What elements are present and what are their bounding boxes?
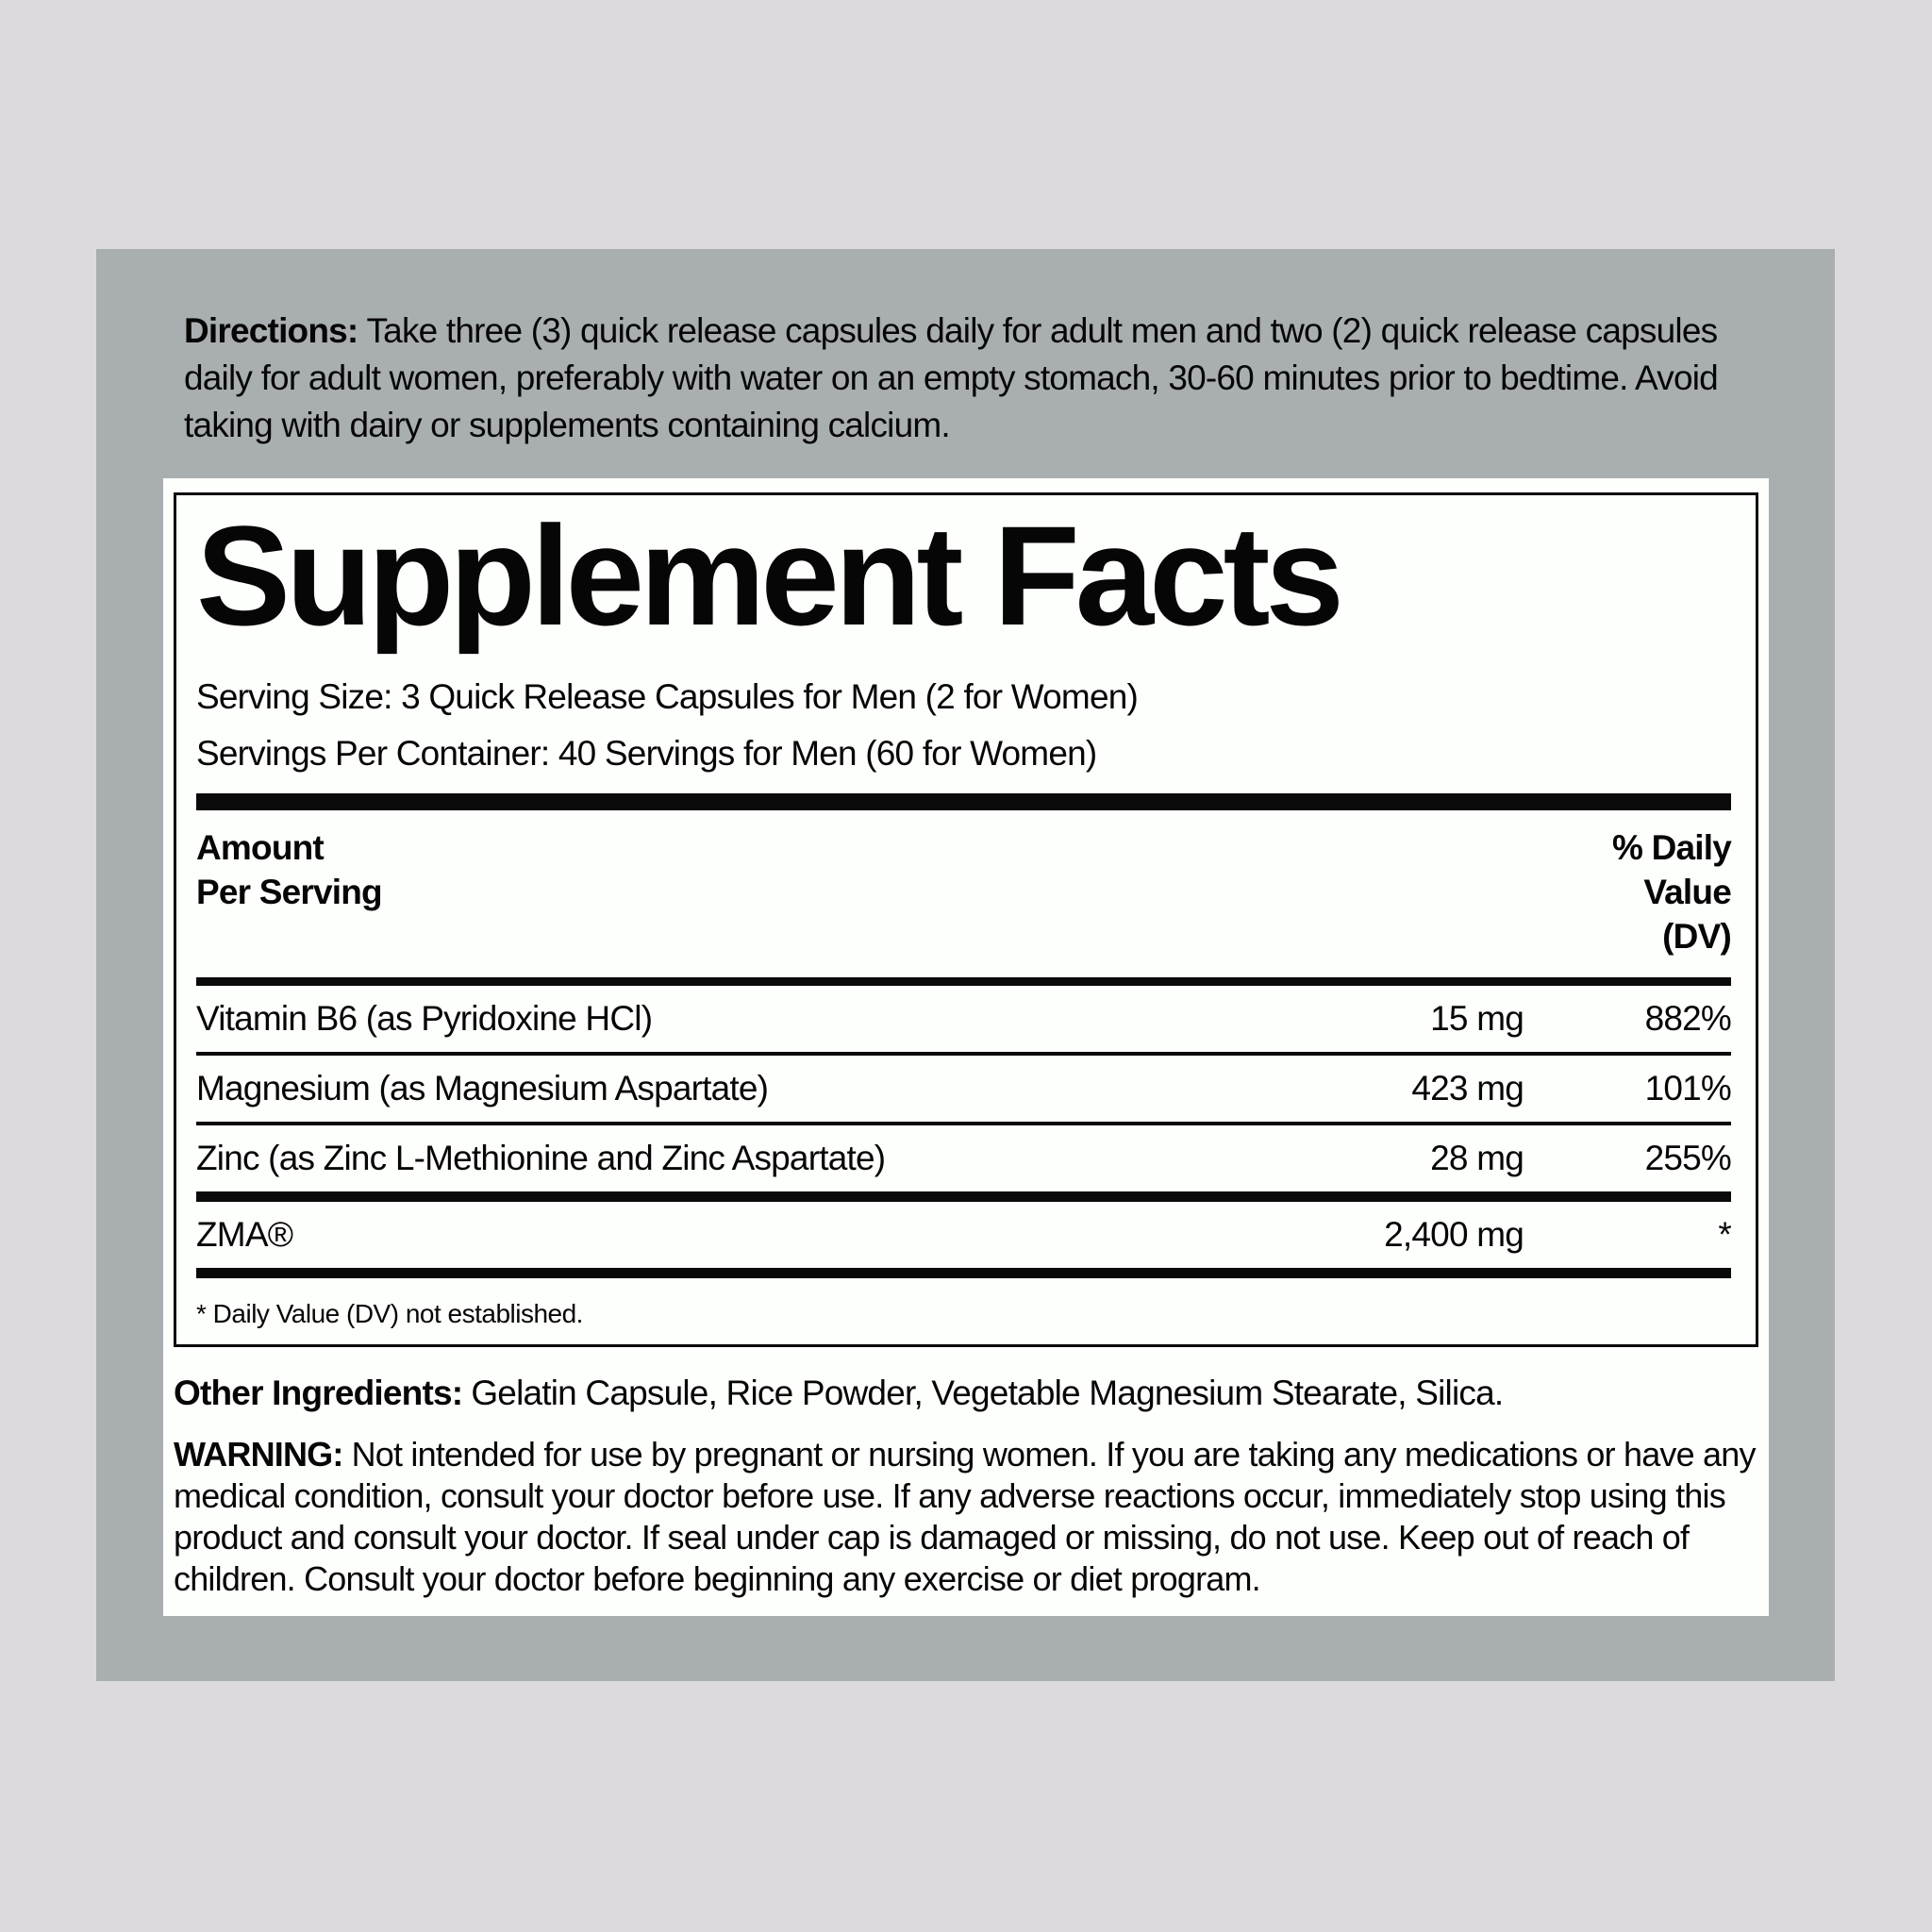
warning-paragraph: [174, 1434, 1758, 1600]
nutrient-amount: 28 mg: [1430, 1139, 1524, 1177]
nutrient-dv: 101%: [1644, 1069, 1731, 1108]
other-ingredients-heading: Other Ingredients:: [174, 1374, 463, 1412]
other-ingredients-text: Gelatin Capsule, Rice Powder, Vegetable Magnesium Stearate, Silica.: [471, 1374, 1504, 1412]
label-gray-panel: [96, 249, 1835, 1681]
nutrient-name: ZMA®: [196, 1215, 293, 1254]
divider-thick-mid: [196, 1191, 1731, 1202]
nutrient-name: Zinc (as Zinc L-Methionine and Zinc Aspartate): [196, 1139, 886, 1177]
amount-header-line2: Per Serving: [196, 873, 382, 911]
supplement-facts-box: [174, 492, 1758, 1347]
serving-size: Serving Size: 3 Quick Release Capsules for Men (2 for Women): [196, 677, 1139, 716]
directions-paragraph: [184, 308, 1788, 449]
nutrient-amount: 15 mg: [1430, 999, 1524, 1038]
amount-header-line1: Amount: [196, 828, 324, 867]
nutrient-dv: *: [1718, 1215, 1731, 1254]
nutrient-name: Magnesium (as Magnesium Aspartate): [196, 1069, 769, 1108]
nutrient-dv: 255%: [1644, 1139, 1731, 1177]
warning-text: Not intended for use by pregnant or nursing women. If you are taking any medications or have any medical condition, consult your doctor before use. If any adverse reactions occur, immediately stop using this product and consult your doctor. If seal under cap is damaged or missing, do not use. Keep out of reach of children. Consult your doctor before beginning any exercise or diet program.: [174, 1435, 1756, 1598]
supplement-facts-card: [163, 478, 1769, 1616]
directions-text: Take three (3) quick release capsules daily for adult men and two (2) quick release capsules daily for adult women, preferably with water on an empty stomach, 30-60 minutes prior to bedtime. Avoid taking with dairy or supplements containing calcium.: [184, 311, 1718, 444]
dv-header-line1: % Daily: [1611, 828, 1731, 867]
table-row: [196, 1202, 1731, 1268]
dv-header-line3: (DV): [1662, 917, 1731, 956]
servings-per-container: Servings Per Container: 40 Servings for Men (60 for Women): [196, 734, 1097, 773]
nutrient-amount: 2,400 mg: [1384, 1215, 1524, 1254]
serving-info: [196, 669, 1731, 782]
nutrient-dv: 882%: [1644, 999, 1731, 1038]
divider-thick-top: [196, 793, 1731, 810]
nutrient-amount: 423 mg: [1411, 1069, 1524, 1108]
divider-header-bottom: [196, 977, 1731, 986]
amount-per-serving-header: [196, 825, 382, 958]
table-row: [196, 986, 1731, 1052]
supplement-facts-title: Supplement Facts: [196, 496, 1340, 655]
divider-thick-bottom: [196, 1268, 1731, 1278]
other-ingredients-paragraph: [174, 1372, 1758, 1415]
dv-footnote: * Daily Value (DV) not established.: [196, 1299, 583, 1328]
daily-value-header: [1612, 825, 1731, 958]
nutrient-name: Vitamin B6 (as Pyridoxine HCl): [196, 999, 653, 1038]
dv-header-line2: Value: [1643, 873, 1731, 911]
table-row: [196, 1056, 1731, 1122]
warning-heading: WARNING:: [174, 1435, 343, 1474]
table-row: [196, 1125, 1731, 1191]
table-header-row: [196, 825, 1731, 958]
directions-heading: Directions:: [184, 311, 358, 350]
